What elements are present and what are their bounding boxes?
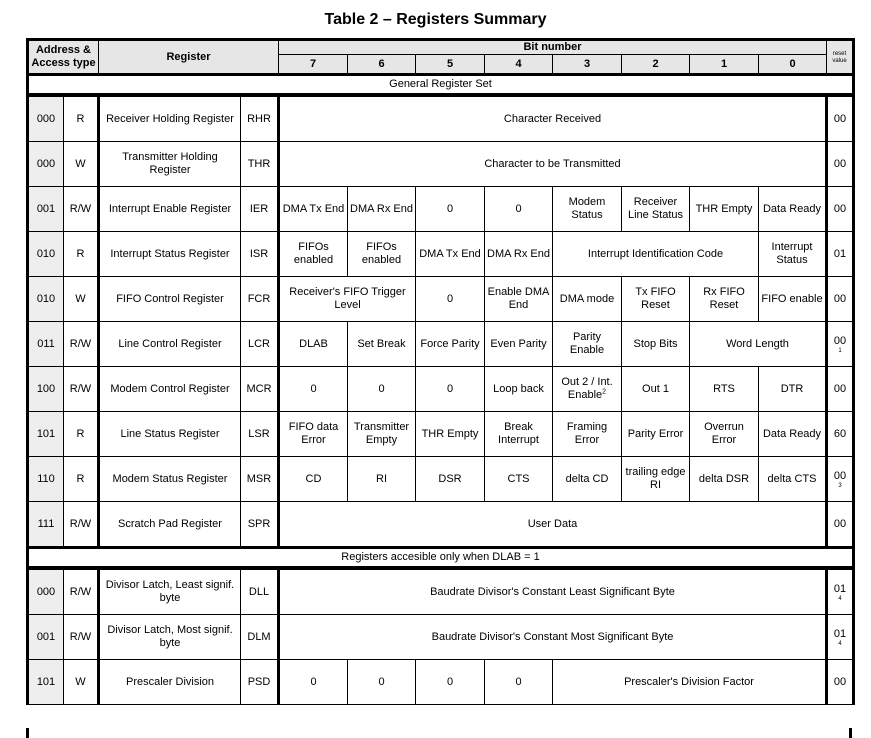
access-cell: R <box>64 457 99 502</box>
register-abbr-cell: SPR <box>241 502 279 548</box>
register-abbr-cell: PSD <box>241 660 279 705</box>
register-abbr-cell: THR <box>241 142 279 187</box>
bit-0-cell: Interrupt Status <box>759 232 827 277</box>
register-name-cell: Modem Status Register <box>99 457 241 502</box>
register-abbr-cell: IER <box>241 187 279 232</box>
address-access-header: Address & Access type <box>28 40 99 75</box>
access-cell: R <box>64 97 99 142</box>
access-cell: R/W <box>64 187 99 232</box>
reset-value-cell <box>827 457 854 502</box>
bit-3-cell: delta CD <box>553 457 622 502</box>
register-name-cell: Divisor Latch, Most signif. byte <box>99 615 241 660</box>
address-cell: 101 <box>28 412 64 457</box>
reset-value-cell <box>827 615 854 660</box>
table-row <box>28 97 854 142</box>
address-cell: 110 <box>28 457 64 502</box>
address-cell: 001 <box>28 615 64 660</box>
bit-4-header: 4 <box>485 55 553 75</box>
table-row <box>28 277 854 322</box>
bit-4-cell: CTS <box>485 457 553 502</box>
table-row <box>28 367 854 412</box>
bit-3-cell: DMA mode <box>553 277 622 322</box>
access-cell: R/W <box>64 502 99 548</box>
table-row <box>28 457 854 502</box>
reset-value-header: reset value <box>827 40 854 75</box>
access-cell: W <box>64 660 99 705</box>
reset-value-cell: 00 <box>827 142 854 187</box>
bit-1-header: 1 <box>690 55 759 75</box>
section-dlab-registers: Registers accesible only when DLAB = 1 <box>28 548 854 568</box>
bit-1-cell: Rx FIFO Reset <box>690 277 759 322</box>
bit-3-1-cell: Interrupt Identification Code <box>553 232 759 277</box>
table-row <box>28 502 854 548</box>
reset-value-cell: 00 <box>827 367 854 412</box>
bit-5-header: 5 <box>416 55 485 75</box>
reset-value: 01 <box>833 627 847 640</box>
reset-value-cell: 00 <box>827 277 854 322</box>
reset-value-cell <box>827 322 854 367</box>
bit-4-cell: Break Interrupt <box>485 412 553 457</box>
register-name-cell: Line Control Register <box>99 322 241 367</box>
register-name-cell: Prescaler Division <box>99 660 241 705</box>
address-cell: 000 <box>28 142 64 187</box>
bit-5-cell: THR Empty <box>416 412 485 457</box>
bit-2-cell: Stop Bits <box>622 322 690 367</box>
access-cell: R <box>64 232 99 277</box>
bit-7-cell: DMA Tx End <box>279 187 348 232</box>
bit-4-cell: Enable DMA End <box>485 277 553 322</box>
footnote-marker: 1 <box>838 347 842 354</box>
register-name-cell: Line Status Register <box>99 412 241 457</box>
reset-value-cell <box>827 570 854 615</box>
register-name-cell: Modem Control Register <box>99 367 241 412</box>
bit-6-cell: 0 <box>348 660 416 705</box>
address-cell: 101 <box>28 660 64 705</box>
bit-0-cell: DTR <box>759 367 827 412</box>
bit-2-header: 2 <box>622 55 690 75</box>
access-cell: R/W <box>64 367 99 412</box>
reset-value: 01 <box>833 582 847 595</box>
access-cell: R/W <box>64 570 99 615</box>
bit-5-cell: DMA Tx End <box>416 232 485 277</box>
table-row <box>28 660 854 705</box>
reset-value-cell: 01 <box>827 232 854 277</box>
bit-0-cell: FIFO enable <box>759 277 827 322</box>
reset-value-cell: 00 <box>827 660 854 705</box>
table-title: Table 2 – Registers Summary <box>324 11 547 28</box>
table-row <box>28 322 854 367</box>
table-row <box>28 615 854 660</box>
bit-4-cell: 0 <box>485 660 553 705</box>
reset-value-cell: 00 <box>827 187 854 232</box>
bit-7-cell: 0 <box>279 660 348 705</box>
address-cell: 000 <box>28 570 64 615</box>
bit-7-cell: DLAB <box>279 322 348 367</box>
bit-6-cell: FIFOs enabled <box>348 232 416 277</box>
bit-3-header: 3 <box>553 55 622 75</box>
bit-6-cell: DMA Rx End <box>348 187 416 232</box>
footnote-marker: 3 <box>838 482 842 489</box>
address-cell: 011 <box>28 322 64 367</box>
register-name-cell: Receiver Holding Register <box>99 97 241 142</box>
register-abbr-cell: LSR <box>241 412 279 457</box>
address-cell: 010 <box>28 232 64 277</box>
footnote-marker: 2 <box>602 388 607 396</box>
bit-4-cell: 0 <box>485 187 553 232</box>
bit-3-0-cell: Prescaler's Division Factor <box>553 660 827 705</box>
bit-3-cell <box>553 367 622 412</box>
register-abbr-cell: DLM <box>241 615 279 660</box>
access-cell: R <box>64 412 99 457</box>
register-name-cell: Divisor Latch, Least signif. byte <box>99 570 241 615</box>
register-name-cell: Interrupt Enable Register <box>99 187 241 232</box>
footnote-marker: 4 <box>838 595 842 602</box>
table-row <box>28 142 854 187</box>
bit-3-text: Out 2 / Int. Enable <box>561 376 613 401</box>
bit-0-cell: Data Ready <box>759 412 827 457</box>
register-name-cell: Interrupt Status Register <box>99 232 241 277</box>
bit-4-cell: Loop back <box>485 367 553 412</box>
register-abbr-cell: MSR <box>241 457 279 502</box>
bit-5-cell: Force Parity <box>416 322 485 367</box>
register-name-cell: Scratch Pad Register <box>99 502 241 548</box>
bit-6-cell: Set Break <box>348 322 416 367</box>
bit-7-cell: FIFO data Error <box>279 412 348 457</box>
bit-3-cell: Framing Error <box>553 412 622 457</box>
reset-value: 00 <box>833 334 847 347</box>
reset-value-cell: 60 <box>827 412 854 457</box>
bit-7-cell: 0 <box>279 367 348 412</box>
reset-value-cell: 00 <box>827 97 854 142</box>
bit-2-cell: Receiver Line Status <box>622 187 690 232</box>
bit-1-0-cell: Word Length <box>690 322 827 367</box>
footnote-marker: 4 <box>838 640 842 647</box>
access-cell: W <box>64 142 99 187</box>
bit-1-cell: delta DSR <box>690 457 759 502</box>
bit-5-cell: 0 <box>416 187 485 232</box>
bit-3-cell: Modem Status <box>553 187 622 232</box>
reset-value-cell: 00 <box>827 502 854 548</box>
bit-7-cell: FIFOs enabled <box>279 232 348 277</box>
register-abbr-cell: MCR <box>241 367 279 412</box>
bit-1-cell: RTS <box>690 367 759 412</box>
bit-number-header: Bit number <box>279 40 827 55</box>
address-cell: 100 <box>28 367 64 412</box>
bit-2-cell: trailing edge RI <box>622 457 690 502</box>
bit-0-cell: Data Ready <box>759 187 827 232</box>
bit-5-cell: DSR <box>416 457 485 502</box>
register-header: Register <box>99 40 279 75</box>
register-abbr-cell: RHR <box>241 97 279 142</box>
bit-7-cell: CD <box>279 457 348 502</box>
bit-7-6-cell: Receiver's FIFO Trigger Level <box>279 277 416 322</box>
address-cell: 111 <box>28 502 64 548</box>
access-cell: R/W <box>64 322 99 367</box>
register-abbr-cell: DLL <box>241 570 279 615</box>
register-abbr-cell: ISR <box>241 232 279 277</box>
table-row <box>28 187 854 232</box>
bit-6-cell: RI <box>348 457 416 502</box>
bit-content-cell: Baudrate Divisor's Constant Least Significant Byte <box>279 570 827 615</box>
register-name-cell: FIFO Control Register <box>99 277 241 322</box>
table-row <box>28 570 854 615</box>
bit-3-cell: Parity Enable <box>553 322 622 367</box>
bit-6-cell: 0 <box>348 367 416 412</box>
bit-2-cell: Parity Error <box>622 412 690 457</box>
bit-6-cell: Transmitter Empty <box>348 412 416 457</box>
register-abbr-cell: LCR <box>241 322 279 367</box>
bit-6-header: 6 <box>348 55 416 75</box>
register-name-cell: Transmitter Holding Register <box>99 142 241 187</box>
bit-1-cell: THR Empty <box>690 187 759 232</box>
register-abbr-cell: FCR <box>241 277 279 322</box>
bit-content-cell: Character to be Transmitted <box>279 142 827 187</box>
bit-7-header: 7 <box>279 55 348 75</box>
bit-5-cell: 0 <box>416 660 485 705</box>
address-cell: 000 <box>28 97 64 142</box>
reset-value: 00 <box>833 469 847 482</box>
access-cell: R/W <box>64 615 99 660</box>
access-cell: W <box>64 277 99 322</box>
bit-0-header: 0 <box>759 55 827 75</box>
address-cell: 001 <box>28 187 64 232</box>
bit-content-cell: Character Received <box>279 97 827 142</box>
table-row <box>28 412 854 457</box>
address-cell: 010 <box>28 277 64 322</box>
bit-5-cell: 0 <box>416 277 485 322</box>
section-general-register-set: General Register Set <box>28 75 854 95</box>
bit-0-cell: delta CTS <box>759 457 827 502</box>
registers-summary-table <box>26 38 855 705</box>
bit-2-cell: Out 1 <box>622 367 690 412</box>
bit-4-cell: DMA Rx End <box>485 232 553 277</box>
bit-content-cell: Baudrate Divisor's Constant Most Significant Byte <box>279 615 827 660</box>
bit-4-cell: Even Parity <box>485 322 553 367</box>
bit-2-cell: Tx FIFO Reset <box>622 277 690 322</box>
table-row <box>28 232 854 277</box>
table-continuation-border <box>26 728 852 738</box>
bit-5-cell: 0 <box>416 367 485 412</box>
bit-content-cell: User Data <box>279 502 827 548</box>
bit-1-cell: Overrun Error <box>690 412 759 457</box>
